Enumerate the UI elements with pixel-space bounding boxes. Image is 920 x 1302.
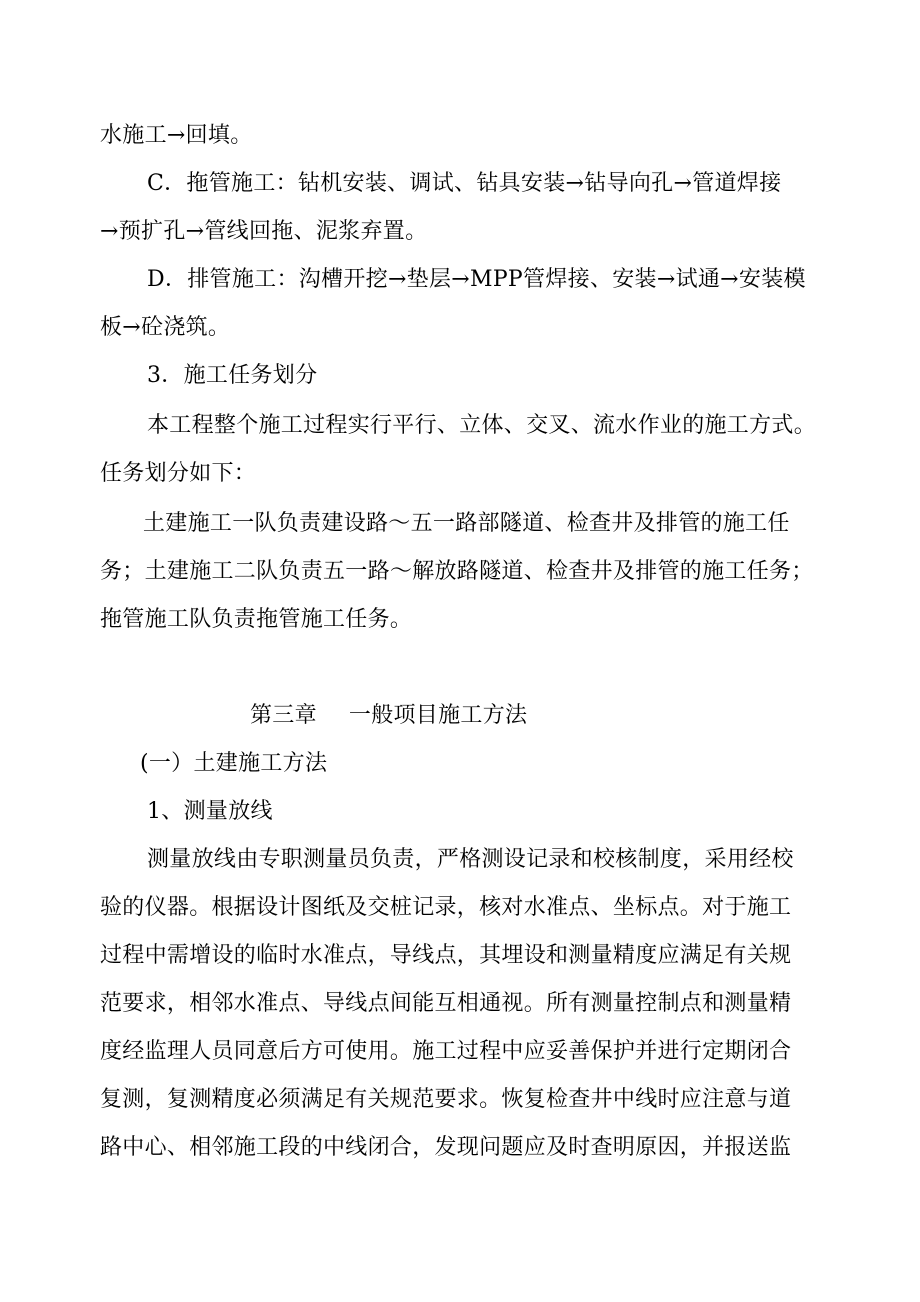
section-heading: 3．施工任务划分 [147, 363, 318, 388]
chapter-number: 第三章 [250, 703, 317, 728]
paragraph-line: 拖管施工队负责拖管施工任务。 [100, 607, 413, 632]
paragraph-line: 过程中需增设的临时水准点，导线点，其埋设和测量精度应满足有关规 [100, 943, 792, 968]
paragraph-line: 测量放线由专职测量员负责，严格测设记录和校核制度，采用经校 [147, 847, 794, 872]
paragraph-line: 本工程整个施工过程实行平行、立体、交叉、流水作业的施工方式。 [147, 413, 817, 438]
paragraph-line: D．排管施工：沟槽开挖→垫层→MPP管焊接、安装→试通→安装模 [147, 267, 806, 292]
chapter-heading [0, 693, 920, 739]
paragraph-line: C．拖管施工：钻机安装、调试、钻具安装→钻导向孔→管道焊接 [147, 171, 782, 196]
paragraph-line: 验的仪器。根据设计图纸及交桩记录，核对水准点、坐标点。对于施工 [100, 895, 792, 920]
paragraph-line: 任务划分如下： [100, 461, 257, 486]
chapter-title: 一般项目施工方法 [348, 703, 528, 728]
paragraph-line: 度经监理人员同意后方可使用。施工过程中应妥善保护并进行定期闭合 [100, 1039, 792, 1064]
paragraph-line: 复测，复测精度必须满足有关规范要求。恢复检查井中线时应注意与道 [100, 1087, 792, 1112]
paragraph-line: 务；土建施工二队负责五一路～解放路隧道、检查井及排管的施工任务； [100, 559, 814, 584]
paragraph-line: 土建施工一队负责建设路～五一路部隧道、检查井及排管的施工任 [143, 511, 790, 536]
subsection-heading: 1、测量放线 [147, 799, 273, 824]
paragraph-line: 路中心、相邻施工段的中线闭合，发现问题应及时查明原因，并报送监 [100, 1135, 792, 1160]
paragraph-line: 范要求，相邻水准点、导线点间能互相通视。所有测量控制点和测量精 [100, 991, 792, 1016]
paragraph-line: →预扩孔→管线回拖、泥浆弃置。 [100, 219, 428, 244]
section-heading: (一）土建施工方法 [140, 751, 328, 776]
paragraph-line: 水施工→回填。 [100, 123, 253, 148]
paragraph-line: 板→砼浇筑。 [100, 315, 231, 340]
